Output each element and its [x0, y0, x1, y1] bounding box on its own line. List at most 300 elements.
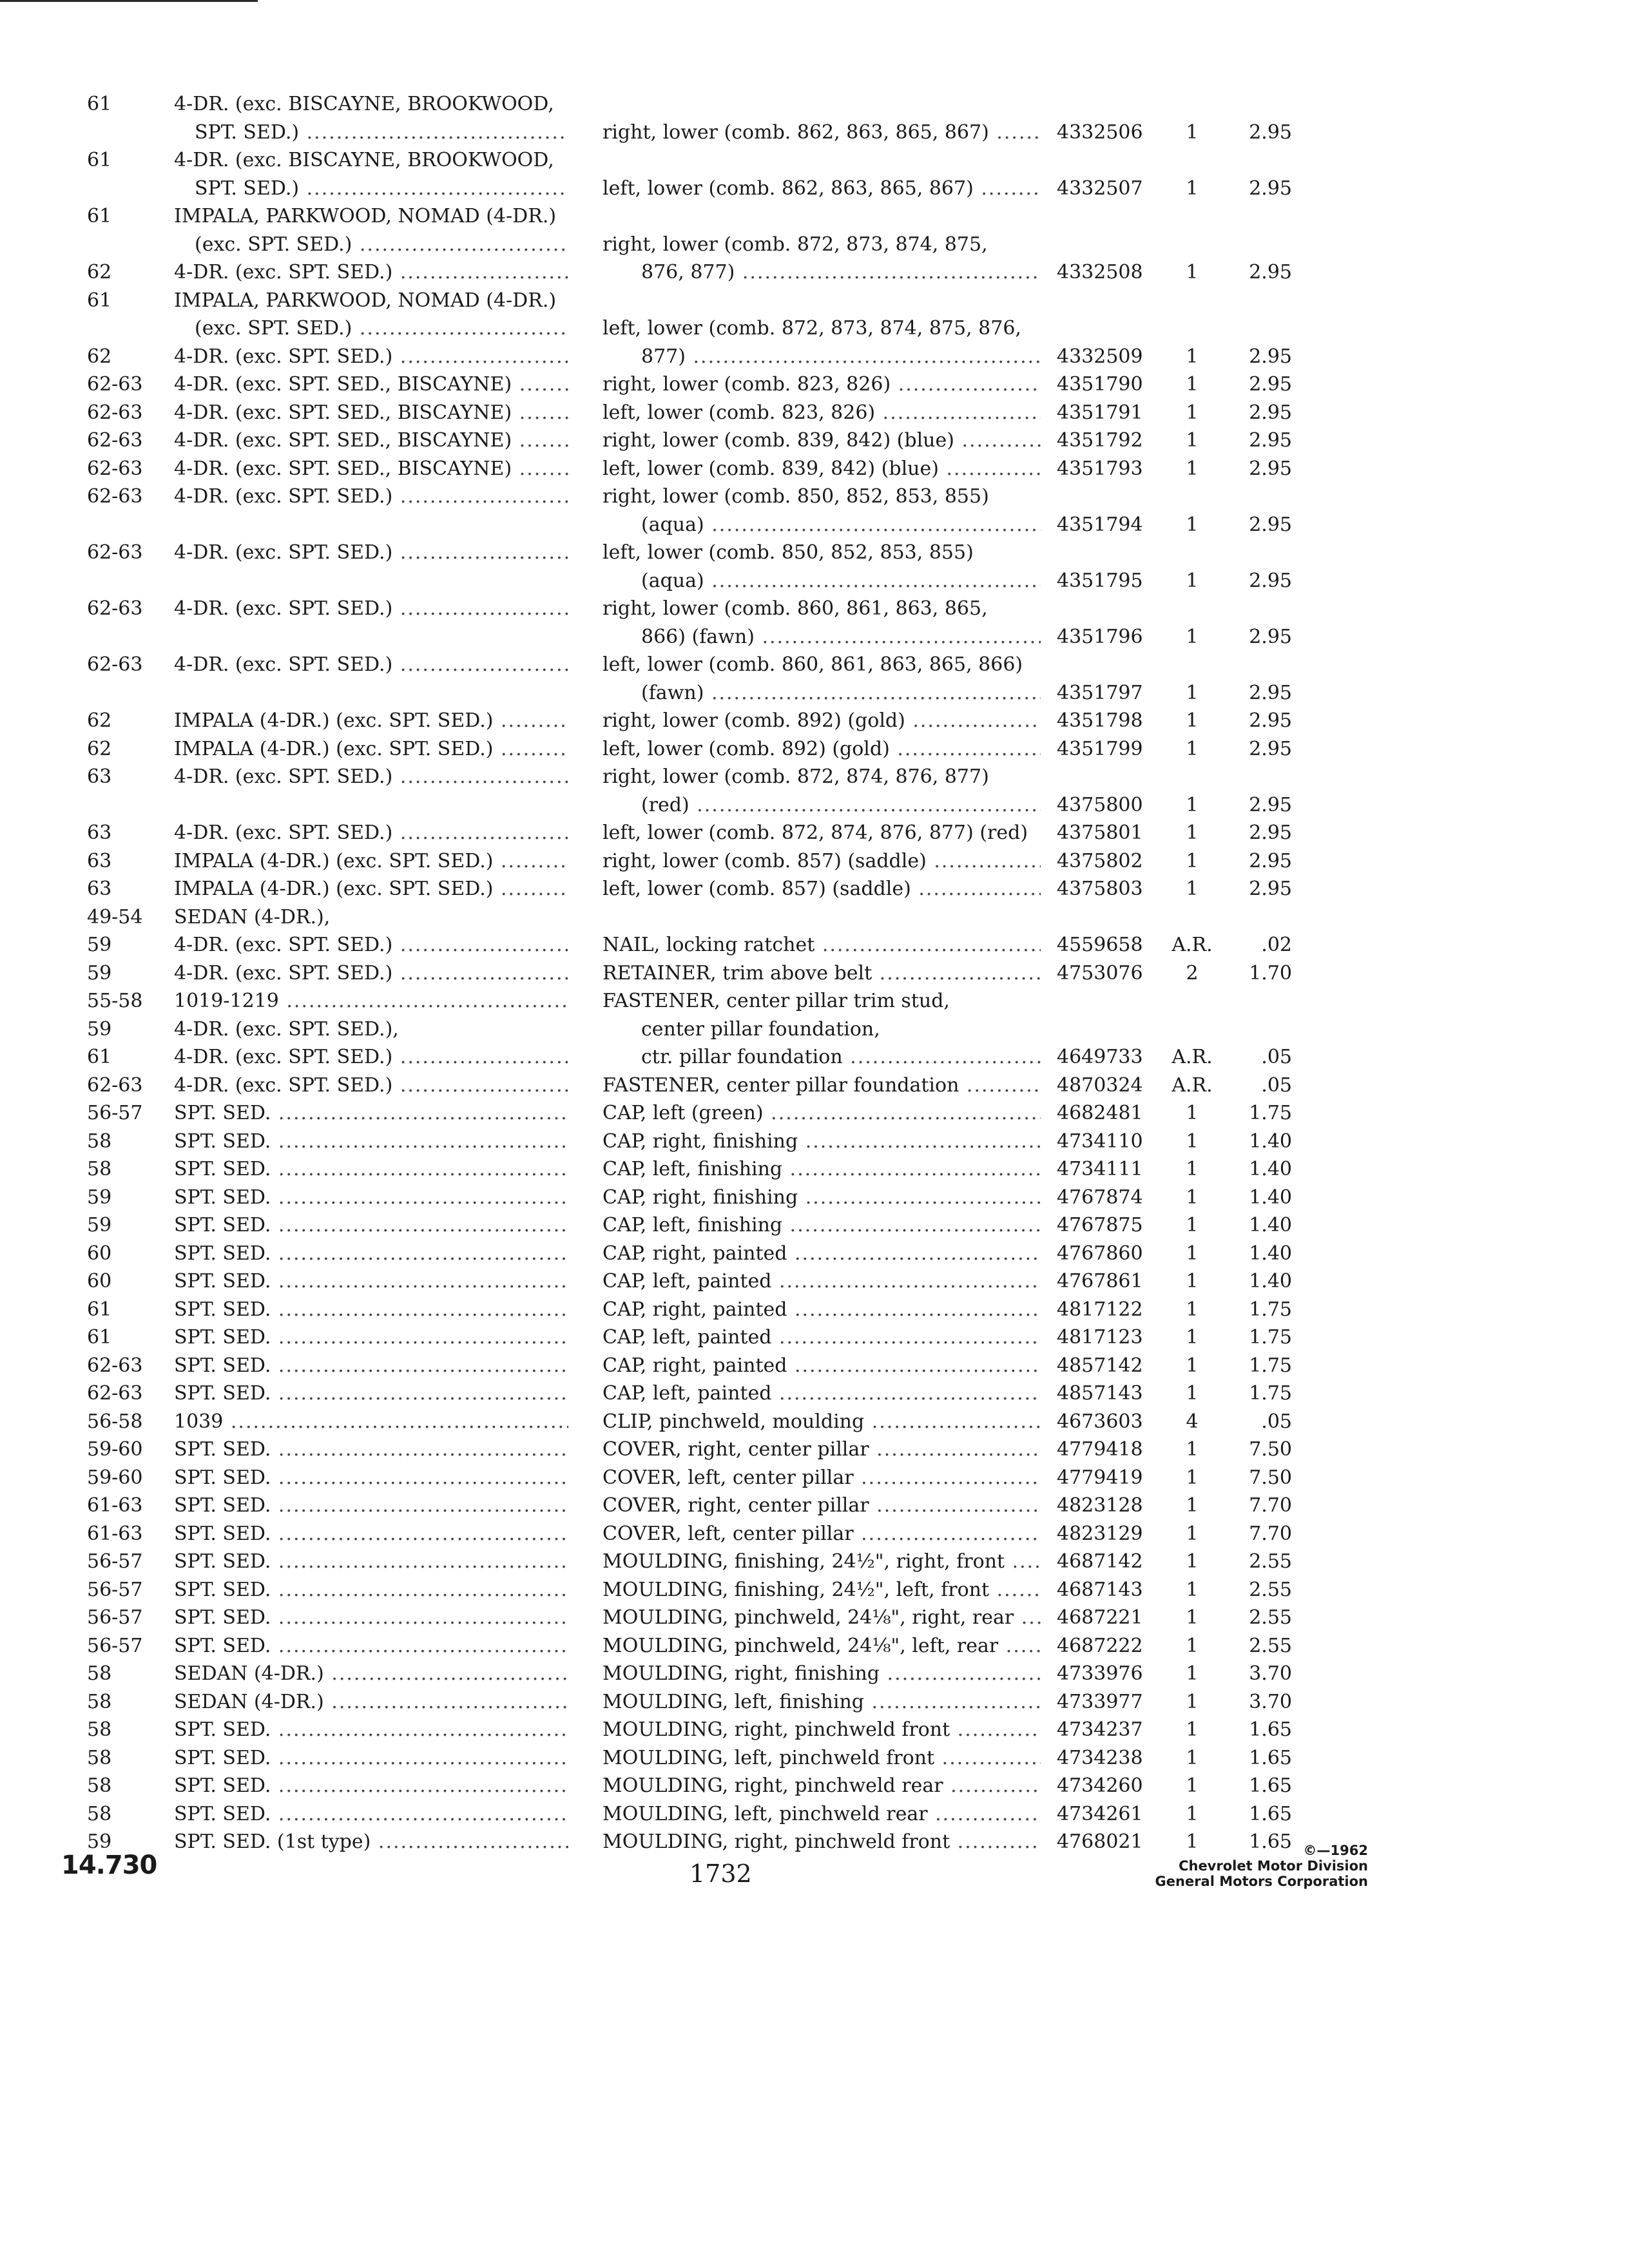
- description-cell: ctr. pillar foundation .....: [641, 1043, 1041, 1072]
- table-row: [0, 595, 1629, 623]
- model-cell: SPT. SED. .....: [174, 1464, 568, 1492]
- part-number-cell: 4823128: [1057, 1494, 1143, 1517]
- table-row: [0, 707, 1629, 735]
- part-number-cell: 4351798: [1057, 709, 1143, 732]
- quantity-cell: 1: [1186, 1102, 1199, 1124]
- table-row: [0, 1520, 1629, 1548]
- model-cell: SPT. SED. .....: [174, 1184, 568, 1212]
- description-cell: left, lower (comb. 850, 852, 853, 855): [602, 541, 974, 564]
- year-cell: [87, 175, 164, 203]
- model-cell: SPT. SED. .....: [174, 1211, 568, 1240]
- description-cell: MOULDING, right, finishing .....: [602, 1660, 1041, 1688]
- model-cell: IMPALA (4-DR.) (exc. SPT. SED.) .....: [174, 735, 568, 764]
- price-cell: [1228, 202, 1292, 231]
- price-cell: [1228, 231, 1292, 259]
- description-cell: CAP, right, painted .....: [602, 1240, 1041, 1268]
- year-cell: 59: [87, 1017, 112, 1041]
- description-cell: CAP, right, finishing .....: [602, 1128, 1041, 1156]
- model-cell: SPT. SED. (1st type) .....: [174, 1828, 568, 1856]
- year-cell: 56-58: [87, 1410, 143, 1433]
- part-number-cell: [1057, 231, 1166, 259]
- quantity-cell: [1170, 595, 1215, 623]
- model-cell: [174, 679, 568, 707]
- table-row: [0, 455, 1629, 483]
- year-cell: 61: [87, 1046, 112, 1068]
- price-cell: [1228, 651, 1292, 679]
- price-cell: 2.55: [1249, 1606, 1292, 1629]
- model-cell: SPT. SED. .....: [174, 1716, 568, 1744]
- model-cell: (exc. SPT. SED.) .....: [195, 314, 568, 343]
- quantity-cell: 1: [1186, 1466, 1199, 1489]
- price-cell: 2.95: [1249, 849, 1292, 872]
- description-cell: MOULDING, left, finishing .....: [602, 1688, 1041, 1716]
- description-cell: left, lower (comb. 892) (gold) .....: [602, 735, 1041, 764]
- price-cell: 2.95: [1249, 822, 1292, 844]
- part-number-cell: 4817123: [1057, 1326, 1143, 1349]
- price-cell: .02: [1261, 934, 1292, 956]
- model-cell: IMPALA, PARKWOOD, NOMAD (4-DR.): [174, 289, 557, 312]
- description-cell: CAP, left, painted .....: [602, 1267, 1041, 1296]
- quantity-cell: 1: [1186, 401, 1199, 424]
- price-cell: 7.70: [1249, 1494, 1292, 1517]
- description-cell: MOULDING, left, pinchweld front .....: [602, 1744, 1041, 1773]
- price-cell: [1228, 146, 1292, 175]
- price-cell: 2.55: [1249, 1550, 1292, 1573]
- table-row: [0, 90, 1629, 119]
- quantity-cell: 1: [1186, 569, 1199, 592]
- quantity-cell: 2: [1186, 961, 1199, 985]
- price-cell: 2.95: [1249, 737, 1292, 760]
- quantity-cell: 1: [1186, 625, 1199, 648]
- part-number-cell: 4351799: [1057, 737, 1143, 760]
- description-cell: COVER, right, center pillar .....: [602, 1436, 1041, 1464]
- price-cell: 2.95: [1249, 401, 1292, 424]
- quantity-cell: 1: [1186, 429, 1199, 452]
- quantity-cell: [1170, 651, 1215, 679]
- year-cell: 63: [87, 849, 112, 872]
- description-cell: left, lower (comb. 857) (saddle) .....: [602, 875, 1041, 903]
- year-cell: 62-63: [87, 1354, 143, 1377]
- part-number-cell: 4687221: [1057, 1606, 1143, 1629]
- quantity-cell: [1170, 231, 1215, 259]
- table-row: [0, 1099, 1629, 1128]
- year-cell: 59-60: [87, 1438, 143, 1461]
- price-cell: 2.95: [1249, 429, 1292, 452]
- price-cell: 1.40: [1249, 1214, 1292, 1236]
- description-cell: CAP, right, painted .....: [602, 1352, 1041, 1380]
- description-cell: FASTENER, center pillar foundation .....: [602, 1072, 1041, 1100]
- price-cell: 1.40: [1249, 1242, 1292, 1265]
- part-number-cell: [1057, 483, 1166, 511]
- model-cell: 4-DR. (exc. SPT. SED.) .....: [174, 258, 568, 287]
- model-cell: [174, 567, 568, 595]
- part-number-cell: 4734110: [1057, 1129, 1143, 1153]
- model-cell: 4-DR. (exc. BISCAYNE, BROOKWOOD,: [174, 149, 554, 171]
- quantity-cell: 1: [1186, 1802, 1199, 1825]
- model-cell: SPT. SED. .....: [174, 1800, 568, 1829]
- quantity-cell: [1170, 287, 1215, 315]
- quantity-cell: 1: [1186, 1186, 1199, 1209]
- price-cell: [1228, 903, 1292, 932]
- quantity-cell: 4: [1186, 1410, 1199, 1433]
- table-row: [0, 1184, 1629, 1212]
- table-row: [0, 287, 1629, 315]
- part-number-cell: [1057, 287, 1166, 315]
- quantity-cell: 1: [1186, 822, 1199, 844]
- model-cell: 4-DR. (exc. BISCAYNE, BROOKWOOD,: [174, 93, 554, 115]
- quantity-cell: [1170, 314, 1215, 343]
- price-cell: 1.65: [1249, 1831, 1292, 1853]
- quantity-cell: [1170, 146, 1215, 175]
- model-cell: SPT. SED. .....: [174, 1099, 568, 1128]
- model-cell: 4-DR. (exc. SPT. SED.) .....: [174, 1043, 568, 1072]
- table-row: [0, 258, 1629, 287]
- model-cell: [174, 623, 568, 651]
- price-cell: 2.95: [1249, 345, 1292, 368]
- year-cell: 61: [87, 1326, 112, 1349]
- description-cell: left, lower (comb. 860, 861, 863, 865, 866): [602, 653, 1023, 676]
- table-row: [0, 735, 1629, 764]
- price-cell: 7.70: [1249, 1522, 1292, 1545]
- model-cell: SPT. SED. .....: [174, 1128, 568, 1156]
- price-cell: 2.55: [1249, 1578, 1292, 1601]
- quantity-cell: 1: [1186, 1129, 1199, 1153]
- model-cell: SPT. SED. .....: [174, 1632, 568, 1660]
- description-cell: right, lower (comb. 850, 852, 853, 855): [602, 485, 989, 508]
- year-cell: [87, 314, 164, 343]
- price-cell: 2.95: [1249, 513, 1292, 536]
- quantity-cell: 1: [1186, 737, 1199, 760]
- part-number-cell: 4768021: [1057, 1831, 1143, 1853]
- year-cell: 59: [87, 1186, 112, 1209]
- model-cell: SPT. SED.) .....: [195, 119, 568, 147]
- table-row: [0, 1800, 1629, 1829]
- part-number-cell: 4734237: [1057, 1718, 1143, 1741]
- price-cell: [1228, 763, 1292, 791]
- year-cell: 61-63: [87, 1522, 143, 1545]
- description-cell: [602, 903, 1041, 932]
- model-cell: SPT. SED.) .....: [195, 175, 568, 203]
- part-number-cell: 4734111: [1057, 1158, 1143, 1180]
- quantity-cell: A.R.: [1171, 1046, 1213, 1068]
- year-cell: 61: [87, 1298, 112, 1321]
- description-cell: CLIP, pinchweld, moulding .....: [602, 1408, 1041, 1436]
- quantity-cell: 1: [1186, 345, 1199, 368]
- price-cell: 1.40: [1249, 1158, 1292, 1180]
- page-number: 1732: [689, 1860, 752, 1888]
- table-row: [0, 427, 1629, 455]
- description-cell: RETAINER, trim above belt .....: [602, 959, 1041, 988]
- year-cell: 62-63: [87, 373, 143, 396]
- year-cell: 62: [87, 709, 112, 732]
- model-cell: 1039 .....: [174, 1408, 568, 1436]
- table-row: [0, 763, 1629, 791]
- quantity-cell: 1: [1186, 1831, 1199, 1853]
- top-rule: [0, 0, 258, 2]
- description-cell: 866) (fawn) .....: [641, 623, 1041, 651]
- quantity-cell: A.R.: [1171, 934, 1213, 956]
- table-row: [0, 1015, 1629, 1044]
- description-cell: MOULDING, finishing, 24½", left, front .....: [602, 1576, 1041, 1604]
- model-cell: SEDAN (4-DR.),: [174, 905, 331, 928]
- part-number-cell: [1057, 595, 1166, 623]
- quantity-cell: [1170, 483, 1215, 511]
- price-cell: 1.75: [1249, 1382, 1292, 1405]
- model-cell: SPT. SED. .....: [174, 1240, 568, 1268]
- table-row: [0, 1072, 1629, 1100]
- model-cell: (exc. SPT. SED.) .....: [195, 231, 568, 259]
- price-cell: [1228, 314, 1292, 343]
- part-number-cell: 4351795: [1057, 569, 1143, 592]
- year-cell: 63: [87, 822, 112, 844]
- year-cell: 59: [87, 961, 112, 985]
- part-number-cell: 4351792: [1057, 429, 1143, 452]
- description-cell: MOULDING, right, pinchweld front .....: [602, 1828, 1041, 1856]
- table-row: [0, 1128, 1629, 1156]
- table-row: [0, 343, 1629, 371]
- table-row: [0, 1436, 1629, 1464]
- part-number-cell: 4823129: [1057, 1522, 1143, 1545]
- quantity-cell: 1: [1186, 1438, 1199, 1461]
- price-cell: 1.40: [1249, 1270, 1292, 1293]
- description-cell: COVER, left, center pillar .....: [602, 1464, 1041, 1492]
- year-cell: [87, 679, 164, 707]
- price-cell: .05: [1261, 1410, 1292, 1433]
- part-number-cell: 4351791: [1057, 401, 1143, 424]
- table-row: [0, 847, 1629, 876]
- year-cell: 58: [87, 1746, 112, 1769]
- table-row: [0, 931, 1629, 959]
- description-cell: (red) .....: [641, 791, 1041, 820]
- price-cell: .05: [1261, 1073, 1292, 1097]
- part-number-cell: 4351790: [1057, 373, 1143, 396]
- year-cell: 56-57: [87, 1606, 143, 1629]
- quantity-cell: [1170, 539, 1215, 567]
- model-cell: SPT. SED. .....: [174, 1604, 568, 1632]
- price-cell: 1.40: [1249, 1129, 1292, 1153]
- part-number-cell: 4375801: [1057, 822, 1143, 844]
- price-cell: 1.65: [1249, 1746, 1292, 1769]
- table-row: [0, 651, 1629, 679]
- part-number-cell: [1057, 539, 1166, 567]
- description-cell: FASTENER, center pillar trim stud,: [602, 990, 950, 1012]
- description-cell: CAP, right, painted .....: [602, 1296, 1041, 1324]
- price-cell: 2.95: [1249, 261, 1292, 284]
- part-number-cell: 4767860: [1057, 1242, 1143, 1265]
- model-cell: 4-DR. (exc. SPT. SED.) .....: [174, 819, 568, 847]
- description-cell: CAP, left, painted .....: [602, 1323, 1041, 1352]
- model-cell: SPT. SED. .....: [174, 1352, 568, 1380]
- description-cell: [602, 287, 1041, 315]
- table-row: [0, 791, 1629, 820]
- model-cell: [174, 511, 568, 539]
- part-number-cell: 4351793: [1057, 457, 1143, 480]
- price-cell: 2.55: [1249, 1634, 1292, 1657]
- quantity-cell: 1: [1186, 878, 1199, 900]
- price-cell: 2.95: [1249, 793, 1292, 816]
- part-number-cell: 4332507: [1057, 177, 1143, 200]
- table-row: [0, 314, 1629, 343]
- quantity-cell: 1: [1186, 1718, 1199, 1741]
- year-cell: 58: [87, 1718, 112, 1741]
- description-cell: (aqua) .....: [641, 511, 1041, 539]
- page-id: 14.730: [61, 1850, 157, 1880]
- table-row: [0, 959, 1629, 988]
- quantity-cell: 1: [1186, 1382, 1199, 1405]
- quantity-cell: 1: [1186, 261, 1199, 284]
- part-number-cell: 4332508: [1057, 261, 1143, 284]
- description-cell: MOULDING, right, pinchweld rear .....: [602, 1772, 1041, 1800]
- table-row: [0, 1267, 1629, 1296]
- quantity-cell: 1: [1186, 1550, 1199, 1573]
- part-number-cell: 4682481: [1057, 1102, 1143, 1124]
- table-row: [0, 399, 1629, 427]
- description-cell: 876, 877) .....: [641, 258, 1041, 287]
- part-number-cell: 4817122: [1057, 1298, 1143, 1321]
- year-cell: 63: [87, 765, 112, 788]
- description-cell: COVER, right, center pillar .....: [602, 1492, 1041, 1520]
- price-cell: 2.95: [1249, 878, 1292, 900]
- quantity-cell: 1: [1186, 849, 1199, 872]
- year-cell: 60: [87, 1242, 112, 1265]
- model-cell: SPT. SED. .....: [174, 1772, 568, 1800]
- description-cell: CAP, left, finishing .....: [602, 1155, 1041, 1184]
- price-cell: 2.95: [1249, 709, 1292, 732]
- description-cell: MOULDING, left, pinchweld rear .....: [602, 1800, 1041, 1829]
- year-cell: 59: [87, 1831, 112, 1853]
- price-cell: 2.95: [1249, 373, 1292, 396]
- part-number-cell: 4753076: [1057, 961, 1143, 985]
- table-row: [0, 679, 1629, 707]
- year-cell: 58: [87, 1662, 112, 1685]
- year-cell: [87, 623, 164, 651]
- year-cell: 62-63: [87, 541, 143, 564]
- model-cell: SPT. SED. .....: [174, 1323, 568, 1352]
- quantity-cell: 1: [1186, 1158, 1199, 1180]
- year-cell: 58: [87, 1802, 112, 1825]
- price-cell: [1228, 987, 1292, 1015]
- year-cell: 61: [87, 149, 112, 171]
- part-number-cell: [1057, 90, 1166, 119]
- year-cell: 62-63: [87, 485, 143, 508]
- price-cell: 1.65: [1249, 1718, 1292, 1741]
- description-cell: 877) .....: [641, 343, 1041, 371]
- price-cell: 7.50: [1249, 1438, 1292, 1461]
- model-cell: SPT. SED. .....: [174, 1520, 568, 1548]
- table-row: [0, 875, 1629, 903]
- model-cell: IMPALA (4-DR.) (exc. SPT. SED.) .....: [174, 875, 568, 903]
- year-cell: 55-58: [87, 990, 143, 1012]
- year-cell: 61: [87, 289, 112, 312]
- price-cell: 2.95: [1249, 457, 1292, 480]
- part-number-cell: [1057, 314, 1166, 343]
- quantity-cell: 1: [1186, 1662, 1199, 1685]
- model-cell: SPT. SED. .....: [174, 1548, 568, 1576]
- copyright-line2: General Motors Corporation: [1155, 1874, 1368, 1889]
- quantity-cell: 1: [1186, 1494, 1199, 1517]
- year-cell: 62-63: [87, 401, 143, 424]
- year-cell: 56-57: [87, 1578, 143, 1601]
- part-number-cell: [1057, 651, 1166, 679]
- part-number-cell: 4351797: [1057, 681, 1143, 704]
- year-cell: 62-63: [87, 429, 143, 452]
- quantity-cell: [1170, 1015, 1215, 1044]
- quantity-cell: 1: [1186, 513, 1199, 536]
- price-cell: [1228, 539, 1292, 567]
- price-cell: [1228, 483, 1292, 511]
- year-cell: 61-63: [87, 1494, 143, 1517]
- part-number-cell: 4351794: [1057, 513, 1143, 536]
- price-cell: 2.95: [1249, 681, 1292, 704]
- table-row: [0, 1688, 1629, 1716]
- price-cell: 1.75: [1249, 1102, 1292, 1124]
- quantity-cell: 1: [1186, 1270, 1199, 1293]
- table-row: [0, 1296, 1629, 1324]
- table-row: [0, 819, 1629, 847]
- description-cell: (fawn) .....: [641, 679, 1041, 707]
- year-cell: 61: [87, 93, 112, 115]
- table-row: [0, 146, 1629, 175]
- price-cell: 1.65: [1249, 1774, 1292, 1797]
- description-cell: left, lower (comb. 862, 863, 865, 867) .....: [602, 175, 1041, 203]
- description-cell: left, lower (comb. 872, 874, 876, 877) (red): [602, 822, 1028, 844]
- part-number-cell: 4375802: [1057, 849, 1143, 872]
- part-number-cell: 4687222: [1057, 1634, 1143, 1657]
- description-cell: MOULDING, right, pinchweld front .....: [602, 1716, 1041, 1744]
- table-row: [0, 202, 1629, 231]
- table-row: [0, 1632, 1629, 1660]
- model-cell: 1019-1219 .....: [174, 987, 568, 1015]
- quantity-cell: 1: [1186, 457, 1199, 480]
- description-cell: left, lower (comb. 872, 873, 874, 875, 876,: [602, 317, 1021, 340]
- price-cell: 1.65: [1249, 1802, 1292, 1825]
- price-cell: 3.70: [1249, 1662, 1292, 1685]
- year-cell: 58: [87, 1158, 112, 1180]
- table-row: [0, 1464, 1629, 1492]
- part-number-cell: [1057, 763, 1166, 791]
- model-cell: IMPALA (4-DR.) (exc. SPT. SED.) .....: [174, 847, 568, 876]
- table-row: [0, 511, 1629, 539]
- part-number-cell: 4687143: [1057, 1578, 1143, 1601]
- price-cell: 2.95: [1249, 120, 1292, 144]
- description-cell: right, lower (comb. 823, 826) .....: [602, 370, 1041, 399]
- part-number-cell: 4351796: [1057, 625, 1143, 648]
- year-cell: 49-54: [87, 905, 143, 928]
- year-cell: [87, 567, 164, 595]
- quantity-cell: 1: [1186, 1354, 1199, 1377]
- table-row: [0, 1408, 1629, 1436]
- model-cell: 4-DR. (exc. SPT. SED.) .....: [174, 1072, 568, 1100]
- description-cell: left, lower (comb. 839, 842) (blue) .....: [602, 455, 1041, 483]
- part-number-cell: [1057, 202, 1166, 231]
- model-cell: SPT. SED. .....: [174, 1492, 568, 1520]
- table-row: [0, 539, 1629, 567]
- part-number-cell: 4779419: [1057, 1466, 1143, 1489]
- model-cell: 4-DR. (exc. SPT. SED.) .....: [174, 483, 568, 511]
- model-cell: [174, 791, 568, 820]
- price-cell: 1.75: [1249, 1326, 1292, 1349]
- description-cell: right, lower (comb. 862, 863, 865, 867) .....: [602, 119, 1041, 147]
- year-cell: 62: [87, 345, 112, 368]
- year-cell: [87, 791, 164, 820]
- part-number-cell: 4767875: [1057, 1214, 1143, 1236]
- table-row: [0, 1043, 1629, 1072]
- description-cell: right, lower (comb. 857) (saddle) .....: [602, 847, 1041, 876]
- description-cell: COVER, left, center pillar .....: [602, 1520, 1041, 1548]
- quantity-cell: 1: [1186, 1214, 1199, 1236]
- description-cell: right, lower (comb. 872, 873, 874, 875,: [602, 233, 988, 256]
- model-cell: 4-DR. (exc. SPT. SED., BISCAYNE) .....: [174, 427, 568, 455]
